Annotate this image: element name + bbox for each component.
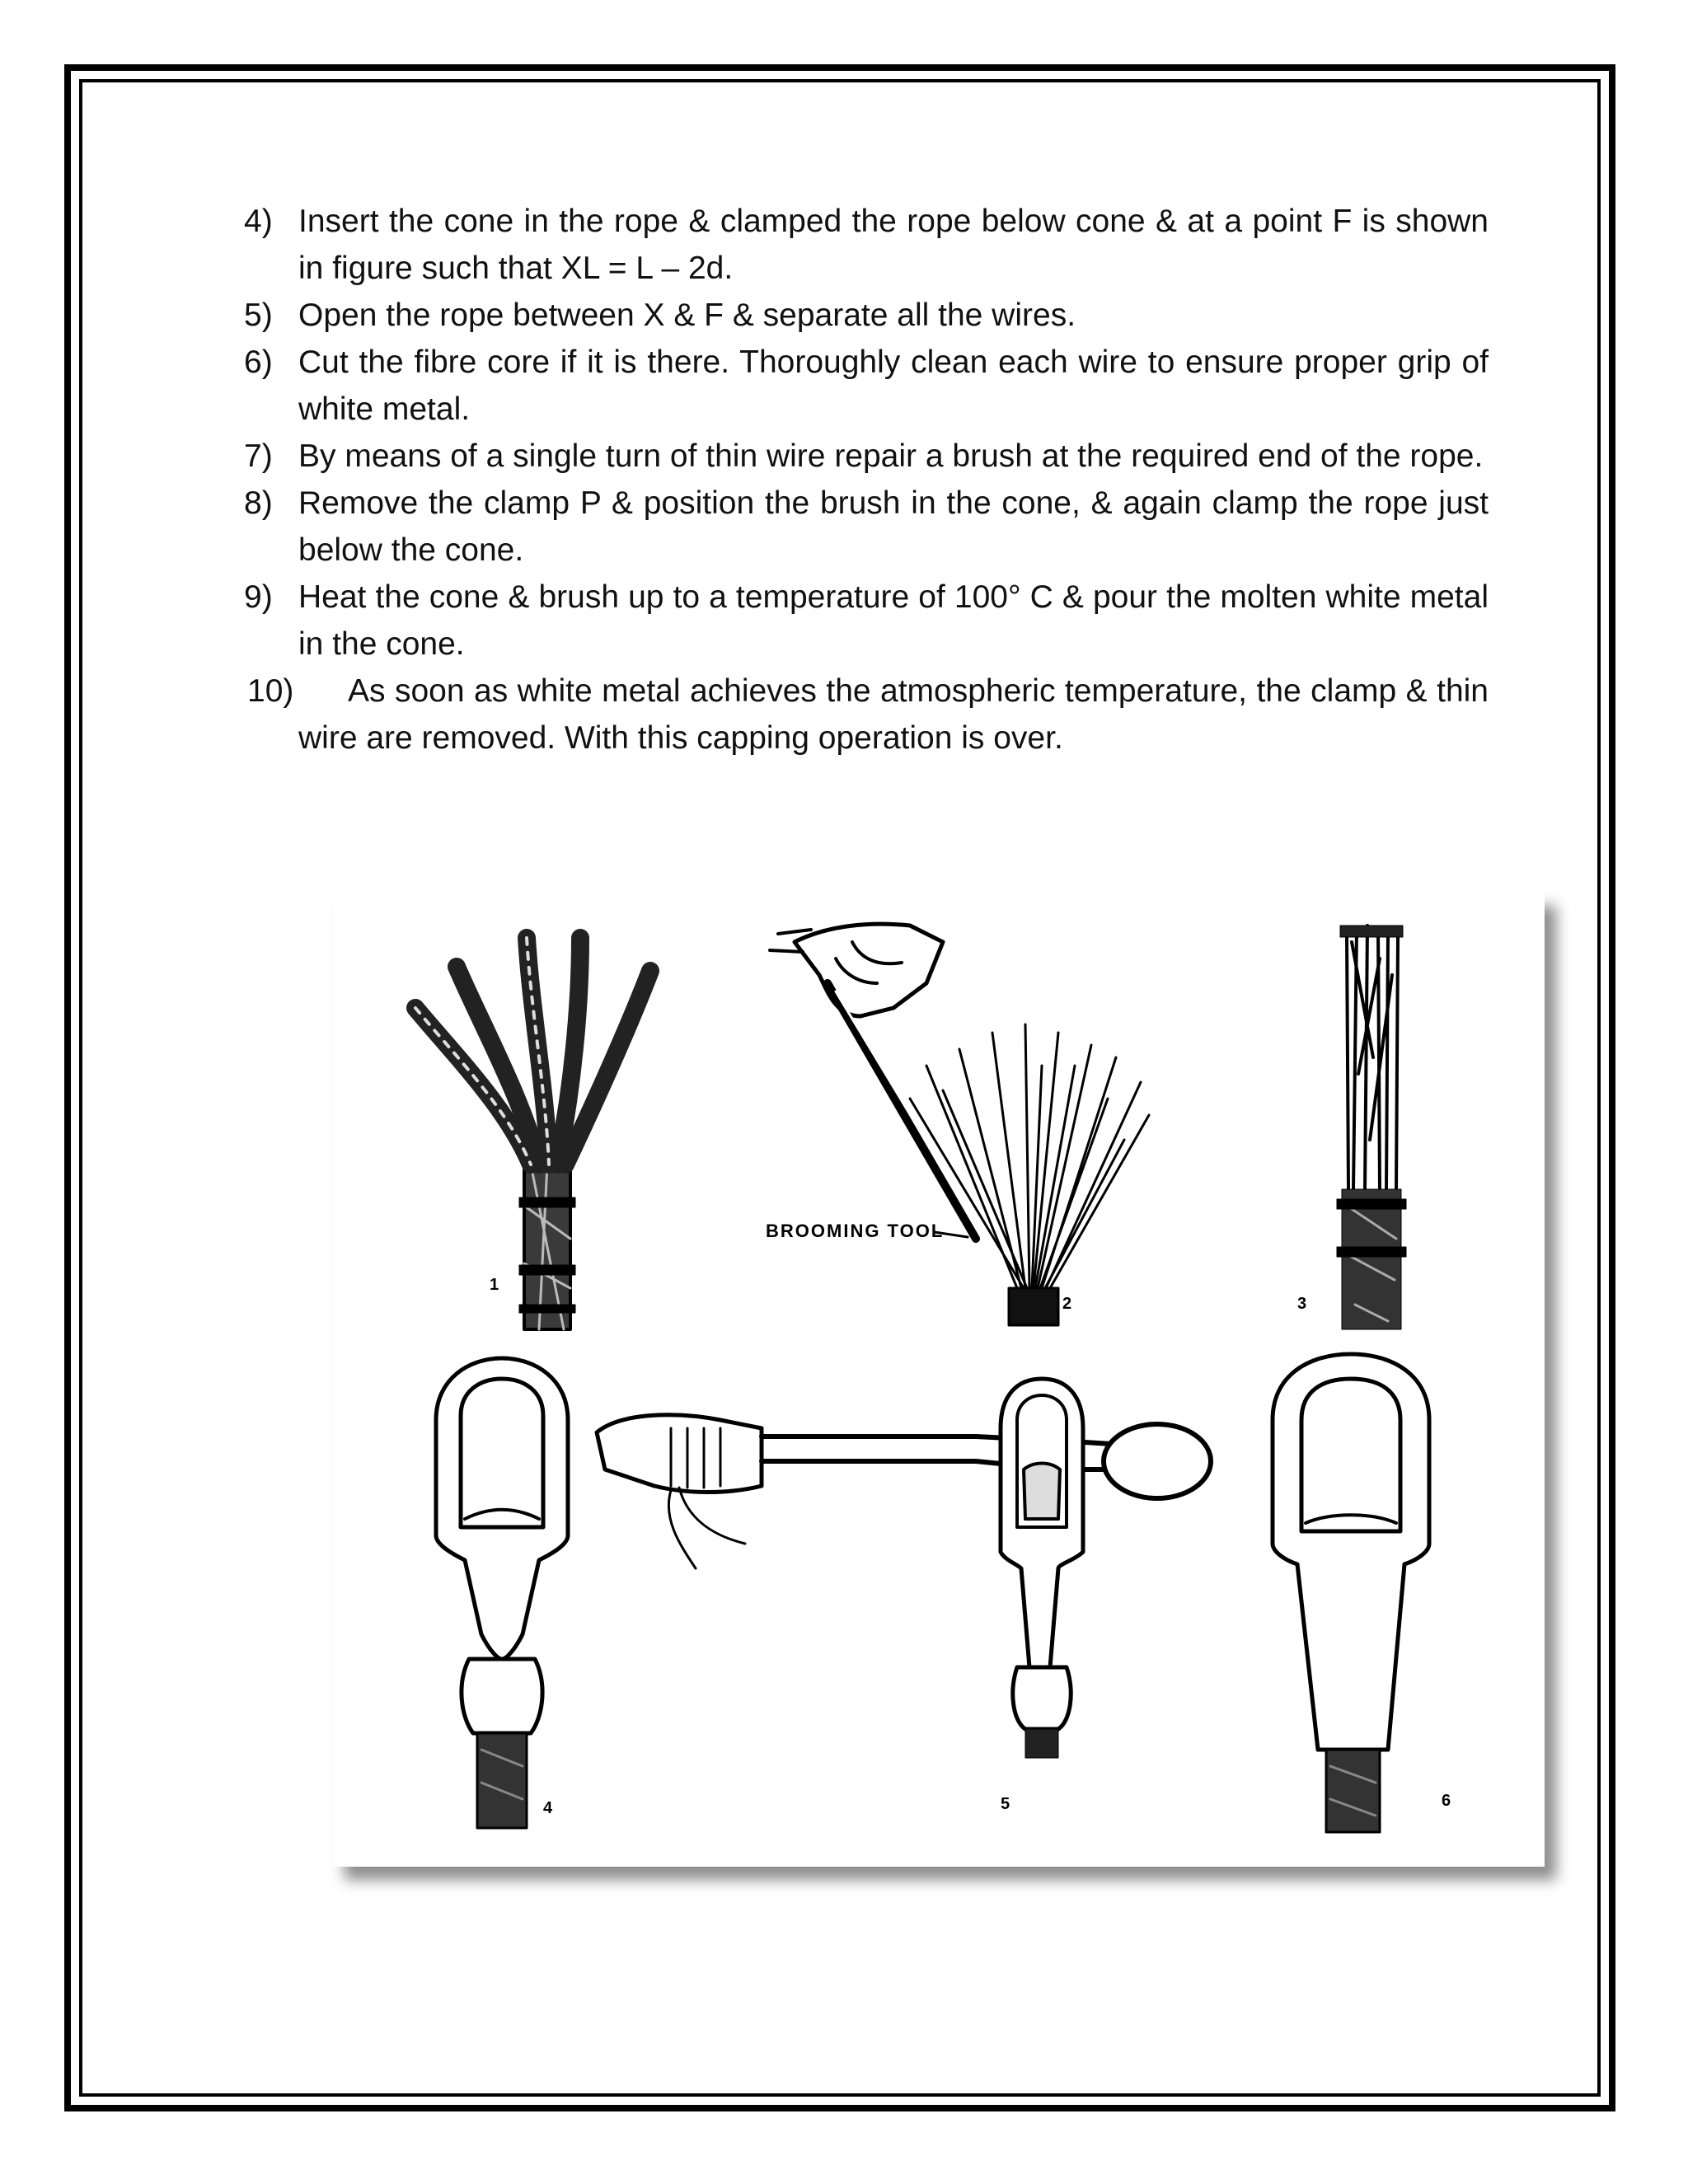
panel-4-socket <box>436 1358 568 1828</box>
step-number: 6) <box>244 344 273 380</box>
step-number: 7) <box>244 438 273 474</box>
step-text: Remove the clamp P & position the brush in the cone, & again clamp the rope just below the cone. <box>298 485 1489 568</box>
step-number: 10) <box>247 673 294 709</box>
step-number: 5) <box>244 298 273 333</box>
panel-6-finished-socket <box>1273 1354 1451 1832</box>
step-text: Cut the fibre core if it is there. Thoroughly clean each wire to ensure proper grip of white metal. <box>298 344 1489 427</box>
step-text: As soon as white metal achieves the atmospheric temperature, the clamp & thin wire are removed. With this capping operation is over. <box>298 673 1489 756</box>
step-text: Insert the cone in the rope & clamped the rope below cone & at a point F is shown in figure such that XL = L – 2d. <box>298 204 1489 286</box>
step-5 <box>244 292 1489 339</box>
capping-illustration <box>333 893 1545 1867</box>
steps-list <box>244 198 1489 762</box>
panel-5-pouring <box>597 1379 1211 1813</box>
panel-number-5: 5 <box>1001 1795 1010 1813</box>
step-text: By means of a single turn of thin wire repair a brush at the required end of the rope. <box>298 438 1484 474</box>
step-6 <box>244 339 1489 433</box>
step-text: Open the rope between X & F & separate all the wires. <box>298 298 1076 333</box>
step-number: 9) <box>244 579 273 615</box>
step-number: 4) <box>244 204 273 239</box>
panel-number-1: 1 <box>490 1276 499 1294</box>
panel-number-2: 2 <box>1062 1295 1072 1313</box>
brooming-tool-label: BROOMING TOOL <box>766 1221 945 1241</box>
step-4 <box>244 198 1489 292</box>
step-number: 8) <box>244 485 273 521</box>
panel-3-brush <box>1297 926 1406 1329</box>
panel-number-6: 6 <box>1442 1792 1451 1810</box>
step-8 <box>244 480 1489 574</box>
step-7 <box>244 433 1489 480</box>
panel-2-brooming <box>766 924 1149 1325</box>
step-10 <box>244 668 1489 762</box>
step-text: Heat the cone & brush up to a temperature of 100° C & pour the molten white metal in the cone. <box>298 579 1489 662</box>
panel-1-opened-strands <box>415 938 650 1329</box>
step-9 <box>244 574 1489 668</box>
panel-number-3: 3 <box>1297 1295 1307 1313</box>
panel-number-4: 4 <box>543 1799 553 1817</box>
